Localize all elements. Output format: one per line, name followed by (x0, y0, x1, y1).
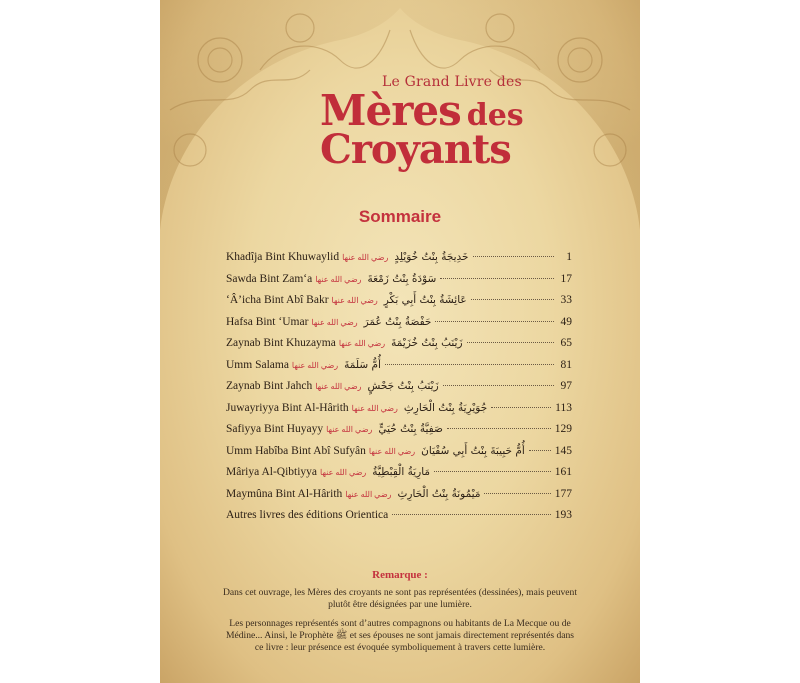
toc-entry-name: Mâriya Al-Qibtiyya (226, 466, 318, 478)
toc-entry[interactable] (226, 359, 572, 381)
toc-entry-arabic: سَوْدَةُ بِنْتُ زَمْعَةَ (367, 272, 437, 285)
toc-entry-page: 161 (554, 466, 572, 478)
toc-entry-page: 113 (555, 401, 572, 414)
honorific-mark: رضي الله عنها (342, 253, 389, 262)
toc-entry-name: Khadîja Bint Khuwaylid (226, 251, 340, 263)
toc-leader-dots (467, 342, 554, 343)
toc-entry-arabic: حَفْصَةُ بِنْتُ عُمَرَ (363, 315, 432, 328)
toc-leader-dots (491, 407, 551, 408)
toc-entry[interactable] (226, 251, 572, 273)
toc-entry[interactable] (226, 423, 572, 445)
toc-entry[interactable] (226, 337, 572, 359)
remark-paragraph-1: Dans cet ouvrage, les Mères des croyants ne sont pas représentées (dessinées), mais peuvent plutôt être désignées par une lumière. (222, 587, 578, 610)
honorific-mark: رضي الله عنها (315, 382, 362, 391)
toc-entry-page: 1 (566, 251, 572, 263)
toc-leader-dots (473, 256, 554, 257)
toc-entry-page: 17 (560, 272, 572, 285)
honorific-mark: رضي الله عنها (338, 339, 386, 348)
toc-leader-dots (484, 493, 550, 494)
toc-entry[interactable] (226, 488, 572, 510)
toc-leader-dots (392, 514, 551, 515)
title-small: Le Grand Livre des (382, 74, 522, 90)
toc-entry-name: Juwayriyya Bint Al-Hârith (226, 401, 349, 414)
toc-leader-dots (435, 321, 554, 322)
toc-entry-name: Umm Habîba Bint Abî Sufyân (226, 444, 366, 457)
toc-entry-page: 193 (554, 509, 572, 521)
toc-entry-arabic: عَائِشَةُ بِنْتُ أَبِي بَكْرٍ (383, 294, 467, 306)
toc-entry[interactable] (226, 466, 572, 488)
toc-entry-arabic: جُوَيْرِيَةُ بِنْتُ الْحَارِثِ (403, 401, 488, 414)
toc-entry-page: 81 (560, 358, 572, 371)
toc-leader-dots (471, 299, 554, 300)
toc-entry-page: 145 (554, 444, 572, 457)
toc-entry-name: Zaynab Bint Jahch (226, 380, 313, 392)
toc-entry-arabic: مَارِيَةُ الْقِبْطِيَّةُ (372, 466, 431, 478)
book-page (160, 0, 640, 683)
toc-leader-dots (443, 385, 554, 386)
title-word-meres: Mères (320, 86, 461, 135)
toc-entry[interactable] (226, 273, 572, 295)
honorific-mark: رضي الله عنها (291, 360, 339, 370)
table-of-contents (226, 251, 572, 531)
toc-entry-arabic: زَيْنَبُ بِنْتُ خُزَيْمَةَ (391, 337, 463, 349)
toc-leader-dots (440, 278, 554, 279)
toc-entry[interactable] (226, 402, 572, 424)
toc-entry[interactable] (226, 509, 572, 531)
honorific-mark: رضي الله عنها (345, 489, 392, 499)
toc-entry-arabic: زَيْنَبُ بِنْتُ جَحْشٍ (367, 380, 439, 392)
title-word-des: des (466, 98, 524, 133)
toc-entry-name: Safiyya Bint Huyayy (226, 423, 324, 435)
toc-leader-dots (385, 364, 554, 365)
toc-entry[interactable] (226, 316, 572, 338)
toc-entry-page: 97 (560, 380, 572, 392)
honorific-mark: رضي الله عنها (351, 403, 398, 413)
remark-paragraph-2: Les personnages représentés sont d’autres compagnons ou habitants de La Mecque ou de Médine... Ainsi, le Prophète ﷺ et ses épouses ne sont jamais directement représentés dans ce livre : leur présence est évoquée symboliquement à travers cette lumière. (225, 618, 575, 653)
toc-entry-name: Zaynab Bint Khuzayma (226, 337, 336, 349)
toc-entry-name: Umm Salama (226, 358, 289, 371)
honorific-mark: رضي الله عنها (320, 468, 367, 477)
honorific-mark: رضي الله عنها (311, 317, 358, 327)
toc-entry-page: 129 (554, 423, 572, 435)
toc-entry[interactable] (226, 445, 572, 467)
toc-leader-dots (434, 471, 551, 472)
toc-leader-dots (447, 428, 551, 429)
toc-entry-name: Sawda Bint Zam‘a (226, 272, 313, 285)
honorific-mark: رضي الله عنها (331, 296, 378, 305)
toc-entry-page: 49 (560, 315, 572, 328)
toc-entry-arabic: مَيْمُونَةُ بِنْتُ الْحَارِثِ (397, 487, 481, 500)
honorific-mark: رضي الله عنها (326, 425, 373, 434)
title-line2: Croyants (320, 126, 511, 173)
honorific-mark: رضي الله عنها (368, 446, 416, 456)
toc-entry[interactable] (226, 294, 572, 316)
toc-entry-page: 177 (554, 487, 572, 500)
toc-entry-page: 33 (560, 294, 572, 306)
remark-title: Remarque : (372, 569, 428, 581)
toc-entry-arabic: صَفِيَّةُ بِنْتُ حُيَيٍّ (378, 423, 443, 435)
toc-entry[interactable] (226, 380, 572, 402)
toc-entry-page: 65 (560, 337, 572, 349)
honorific-mark: رضي الله عنها (315, 274, 362, 284)
sommaire-heading: Sommaire (358, 207, 442, 226)
toc-entry-name: Maymûna Bint Al-Hârith (226, 487, 343, 500)
toc-entry-arabic: أُمُّ حَبِيبَةَ بِنْتُ أَبِي سُفْيَانَ (421, 444, 525, 457)
toc-entry-arabic: خَدِيجَةُ بِنْتُ خُوَيْلِدٍ (394, 251, 469, 263)
toc-leader-dots (529, 450, 551, 451)
toc-entry-arabic: أُمُّ سَلَمَةَ (344, 358, 381, 371)
toc-entry-name: Autres livres des éditions Orientica (226, 509, 389, 521)
toc-entry-name: Hafsa Bint ‘Umar (226, 315, 309, 328)
toc-entry-name: ‘Â’icha Bint Abî Bakr (226, 294, 329, 306)
